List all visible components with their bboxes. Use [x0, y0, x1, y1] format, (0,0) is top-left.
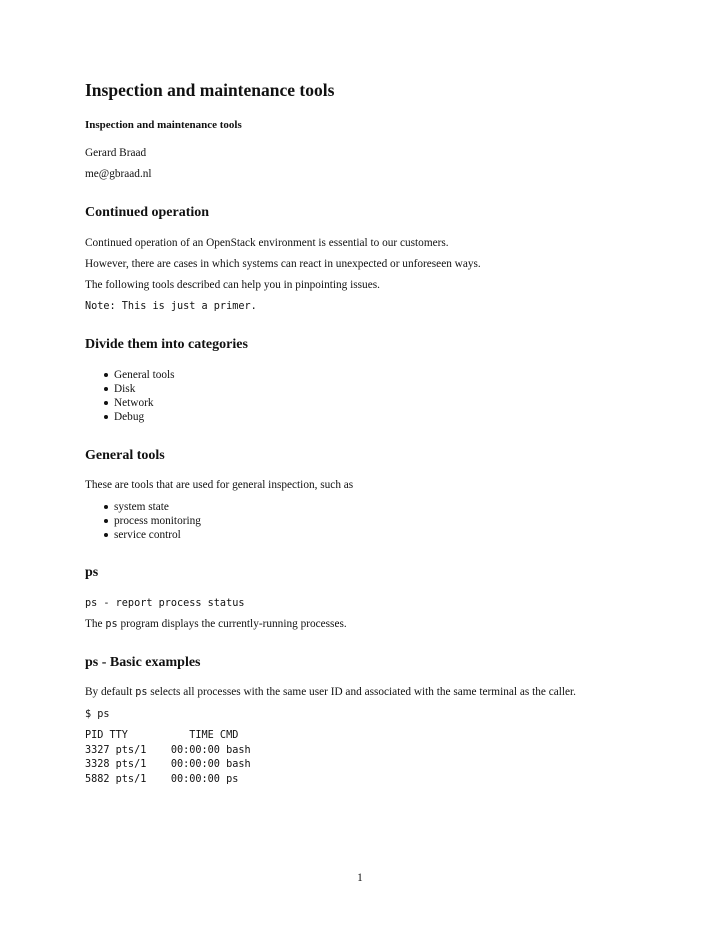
- paragraph-line: The following tools described can help you in pinpointing issues.: [85, 279, 380, 291]
- heading-ps: ps: [85, 565, 99, 580]
- paragraph-line: Continued operation of an OpenStack environment is essential to our customers.: [85, 237, 449, 249]
- list-item: system state: [85, 500, 201, 514]
- ps-command: $ ps: [85, 709, 110, 720]
- heading-categories: Divide them into categories: [85, 337, 248, 352]
- page-number: 1: [357, 872, 363, 884]
- bullet-icon: [104, 387, 108, 391]
- bullet-icon: [104, 373, 108, 377]
- categories-list: [85, 368, 175, 424]
- list-item: Disk: [85, 382, 175, 396]
- bullet-icon: [104, 401, 108, 405]
- note-code: Note: This is just a primer.: [85, 301, 257, 312]
- ps-description: The ps program displays the currently-running processes.: [85, 618, 347, 630]
- heading-general-tools: General tools: [85, 448, 165, 463]
- document-subtitle: Inspection and maintenance tools: [85, 119, 242, 131]
- inline-code: ps: [105, 619, 118, 630]
- bullet-icon: [104, 415, 108, 419]
- ps-output: PID TTY TIME CMD 3327 pts/1 00:00:00 bash 3328 pts/1 00:00:00 bash 5882 pts/1 00:00:00 ps: [85, 730, 251, 785]
- bullet-icon: [104, 505, 108, 509]
- ps-synopsis: ps - report process status: [85, 598, 245, 609]
- document-title: Inspection and maintenance tools: [85, 80, 335, 100]
- list-item: service control: [85, 528, 201, 542]
- list-item: Debug: [85, 410, 175, 424]
- author-email: me@gbraad.nl: [85, 168, 152, 180]
- inline-code: ps: [135, 687, 148, 698]
- ps-examples-description: By default ps selects all processes with the same user ID and associated with the same terminal as the caller.: [85, 686, 576, 698]
- author-name: Gerard Braad: [85, 147, 147, 159]
- list-item: Network: [85, 396, 175, 410]
- paragraph-line: However, there are cases in which systems can react in unexpected or unforeseen ways.: [85, 258, 481, 270]
- heading-ps-examples: ps - Basic examples: [85, 655, 201, 670]
- bullet-icon: [104, 533, 108, 537]
- bullet-icon: [104, 519, 108, 523]
- list-item: process monitoring: [85, 514, 201, 528]
- general-intro: These are tools that are used for general inspection, such as: [85, 479, 354, 491]
- general-tools-list: [85, 500, 201, 542]
- heading-continued-operation: Continued operation: [85, 205, 210, 220]
- list-item: General tools: [85, 368, 175, 382]
